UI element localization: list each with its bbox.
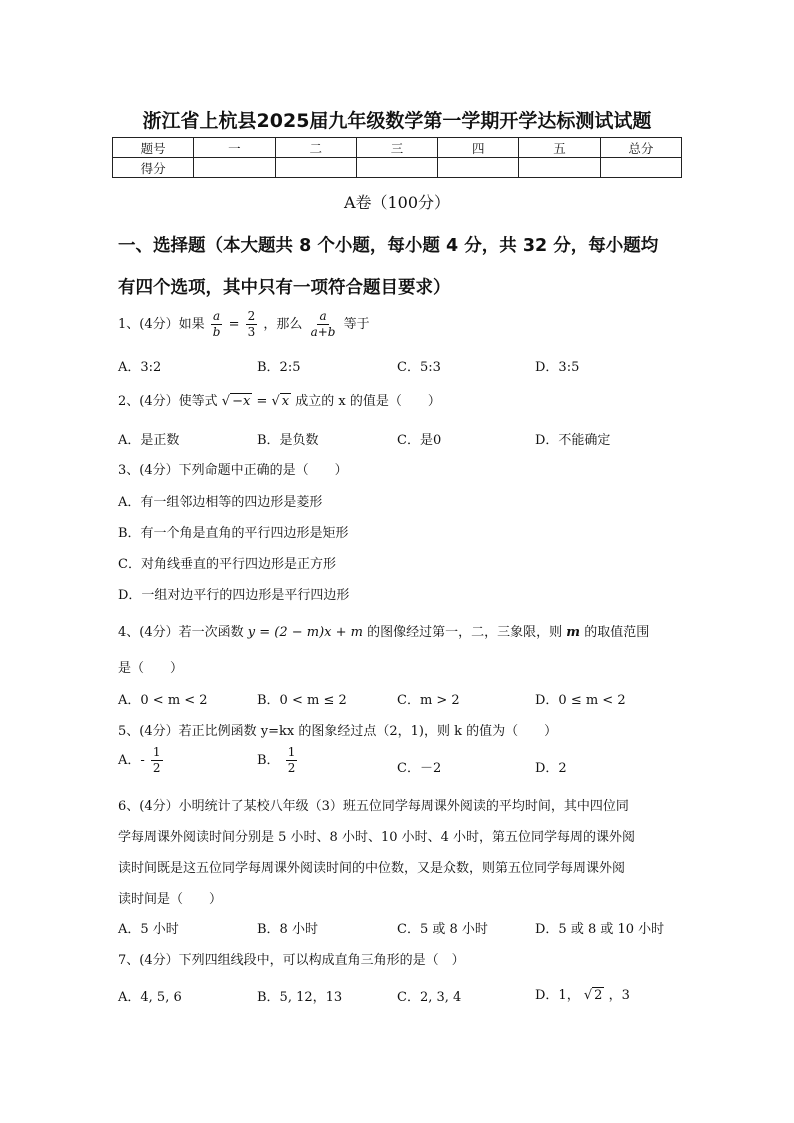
question-6-line2: 学每周课外阅读时间分别是 5 小时、8 小时、10 小时、4 小时，第五位同学每周的课外阅 [118, 830, 636, 845]
score-table-header-row [113, 138, 682, 158]
q7-option-a: A．4, 5, 6 [118, 990, 182, 1005]
q1-option-b: B．2:5 [257, 360, 301, 375]
question-3-stem: 3、(4分）下列命题中正确的是（ ） [118, 463, 348, 478]
q3-option-b: B．有一个角是直角的平行四边形是矩形 [118, 526, 349, 541]
fraction-two-thirds: $\frac{2}{3}$ [247, 309, 256, 339]
q2-option-c: C．是0 [397, 433, 442, 448]
q5-option-a: A．- $\frac{1}{2}$ [118, 745, 161, 775]
question-4-stem-line2: 是（ ） [118, 661, 184, 676]
q6-option-a: A．5 小时 [118, 922, 179, 937]
score-cell [600, 158, 681, 178]
score-header-cell: 三 [356, 138, 437, 158]
q1-option-c: C．5:3 [397, 360, 441, 375]
question-5-stem: 5、(4分）若正比例函数 y=kx 的图象经过点（2，1)，则 k 的值为（ ） [118, 724, 558, 739]
q3-option-a: A．有一组邻边相等的四边形是菱形 [118, 495, 323, 510]
score-header-cell: 五 [519, 138, 600, 158]
q4-option-d: D．0 ≤ m < 2 [535, 693, 626, 708]
sqrt-neg-x: √ −x [221, 394, 251, 409]
q7-option-d: D．1， √ 2 ，3 [535, 988, 630, 1003]
score-header-cell: 题号 [113, 138, 194, 158]
score-row-label: 得分 [113, 158, 194, 178]
score-header-cell: 一 [194, 138, 275, 158]
question-7-stem: 7、(4分）下列四组线段中，可以构成直角三角形的是（ ） [118, 953, 465, 968]
question-4-stem: 4、(4分）若一次函数 y = (2 − m)x + m 的图像经过第一，二，三象限，则 m 的取值范围 [118, 625, 650, 640]
fraction-a-over-b: $\frac{a}{b}$ [212, 309, 221, 339]
part1-heading-line1: 一、选择题（本大题共 8 个小题，每小题 4 分，共 32 分，每小题均 [118, 236, 659, 256]
q6-option-c: C．5 或 8 小时 [397, 922, 488, 937]
score-cell [438, 158, 519, 178]
q5-option-c: C．－2 [397, 761, 442, 776]
score-cell [519, 158, 600, 178]
q1-option-a: A．3:2 [118, 360, 162, 375]
sqrt-x: √ x [271, 394, 290, 409]
q7-option-b: B．5, 12，13 [257, 990, 343, 1005]
score-table-score-row [113, 158, 682, 178]
question-1-stem: 1、(4分）如果 $\frac{a}{b}$ = $\frac{2}{3}$ ，那么 $\frac{a}{a+b}$ 等于 [118, 309, 370, 339]
q5-option-d: D．2 [535, 761, 567, 776]
q7-option-c: C．2, 3, 4 [397, 990, 462, 1005]
score-cell [275, 158, 356, 178]
q4-option-a: A．0 < m < 2 [118, 693, 208, 708]
score-cell [356, 158, 437, 178]
question-6-line4: 读时间是（ ） [118, 892, 223, 907]
score-table [112, 137, 682, 178]
q5-option-b: B． $\frac{1}{2}$ [257, 745, 296, 775]
sqrt-2: √ 2 [583, 988, 603, 1003]
score-cell [194, 158, 275, 178]
question-2-stem: 2、(4分）使等式 √ −x = √ x 成立的 x 的值是（ ） [118, 394, 441, 409]
exam-title: 浙江省上杭县2025届九年级数学第一学期开学达标测试试题 [142, 110, 652, 132]
q4-option-b: B．0 < m ≤ 2 [257, 693, 347, 708]
q3-option-d: D．一组对边平行的四边形是平行四边形 [118, 588, 350, 603]
fraction-a-over-a-plus-b: $\frac{a}{a+b}$ [310, 309, 336, 339]
score-header-cell: 四 [438, 138, 519, 158]
q2-option-a: A．是正数 [118, 433, 180, 448]
q3-option-c: C．对角线垂直的平行四边形是正方形 [118, 557, 336, 572]
score-header-cell: 总分 [600, 138, 681, 158]
fraction-one-half: $\frac{1}{2}$ [287, 745, 296, 775]
score-header-cell: 二 [275, 138, 356, 158]
fraction-one-half: $\frac{1}{2}$ [152, 745, 161, 775]
question-6-line3: 读时间既是这五位同学每周课外阅读时间的中位数，又是众数，则第五位同学每周课外阅 [118, 861, 626, 876]
q2-option-b: B．是负数 [257, 433, 319, 448]
linear-function-formula: y = (2 − m)x + m [247, 625, 363, 640]
q1-option-d: D．3:5 [535, 360, 580, 375]
q4-option-c: C．m > 2 [397, 693, 460, 708]
q6-option-b: B．8 小时 [257, 922, 318, 937]
section-title: A卷（100分） [343, 193, 451, 212]
q2-option-d: D．不能确定 [535, 433, 611, 448]
part1-heading-line2: 有四个选项，其中只有一项符合题目要求） [118, 278, 451, 298]
q6-option-d: D．5 或 8 或 10 小时 [535, 922, 665, 937]
question-6-line1: 6、(4分）小明统计了某校八年级（3）班五位同学每周课外阅读的平均时间，其中四位同 [118, 799, 629, 814]
